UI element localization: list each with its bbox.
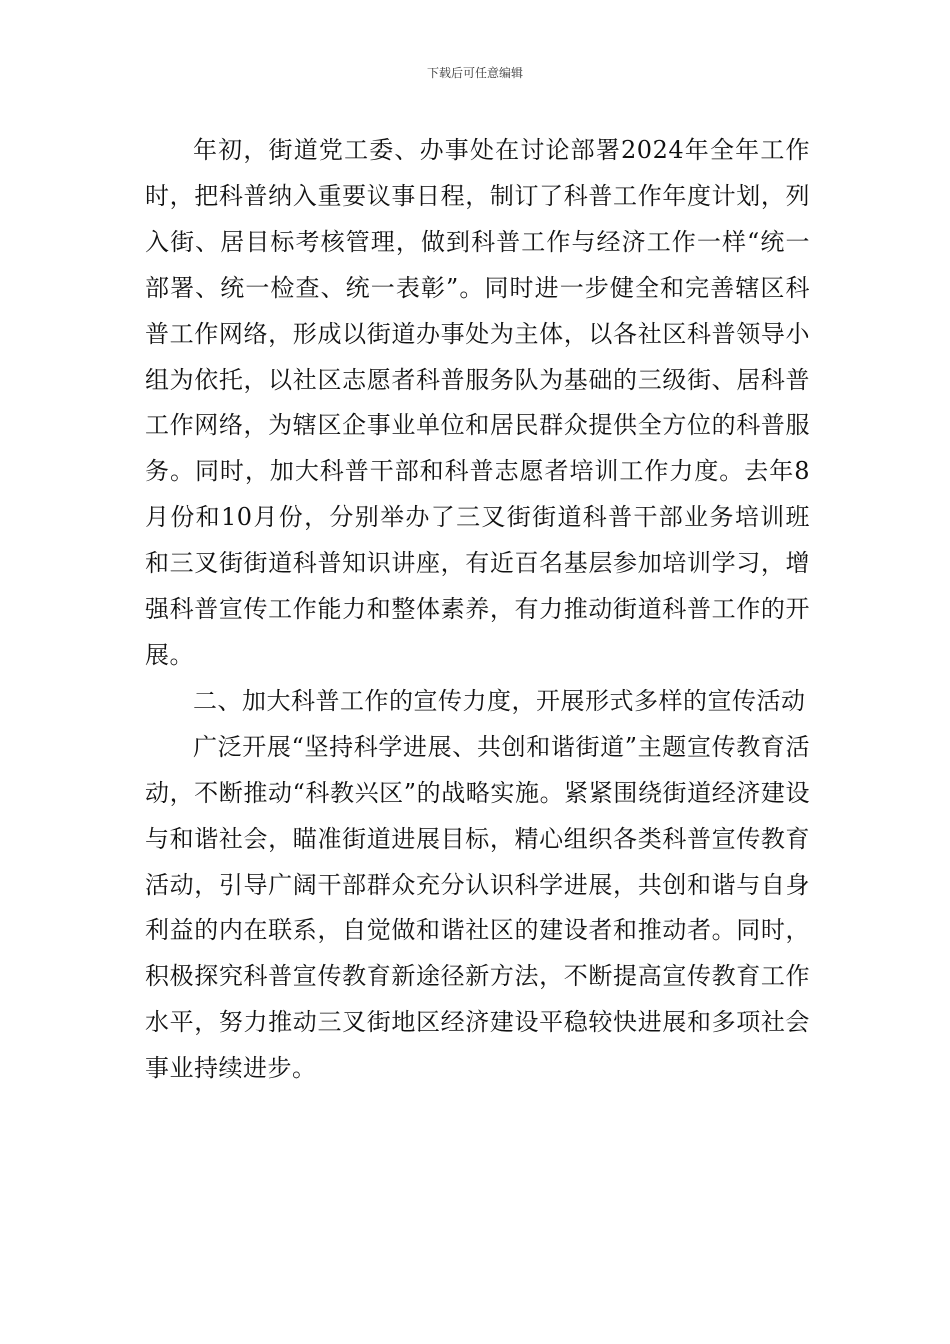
paragraph-2: 广泛开展“坚持科学进展、共创和谐街道”主题宣传教育活动，不断推动“科教兴区”的战略实施。紧紧围绕街道经济建设与和谐社会，瞄准街道进展目标，精心组织各类科普宣传教育活动，引导广阔干部群众充分认识科学进展，共创和谐与自身利益的内在联系，自觉做和谐社区的建设者和推动者。同时，积极探究科普宣传教育新途径新方法，不断提高宣传教育工作水平，努力推动三叉街地区经济建设平稳较快进展和多项社会事业持续进步。	[145, 732, 810, 1083]
section-heading-2: 二、加大科普工作的宣传力度，开展形式多样的宣传活动	[193, 686, 806, 715]
document-body	[145, 128, 810, 1092]
paragraph-1: 年初，街道党工委、办事处在讨论部署2024年全年工作时，把科普纳入重要议事日程，制订了科普工作年度计划，列入街、居目标考核管理，做到科普工作与经济工作一样“统一部署、统一检查、统一表彰”。同时进一步健全和完善辖区科普工作网络，形成以街道办事处为主体，以各社区科普领导小组为依托，以社区志愿者科普服务队为基础的三级街、居科普工作网络，为辖区企事业单位和居民群众提供全方位的科普服务。同时，加大科普干部和科普志愿者培训工作力度。去年8月份和10月份，分别举办了三叉街街道科普干部业务培训班和三叉街街道科普知识讲座，有近百名基层参加培训学习，增强科普宣传工作能力和整体素养，有力推动街道科普工作的开展。	[145, 136, 810, 669]
page-header: 下载后可任意编辑	[426, 66, 523, 80]
